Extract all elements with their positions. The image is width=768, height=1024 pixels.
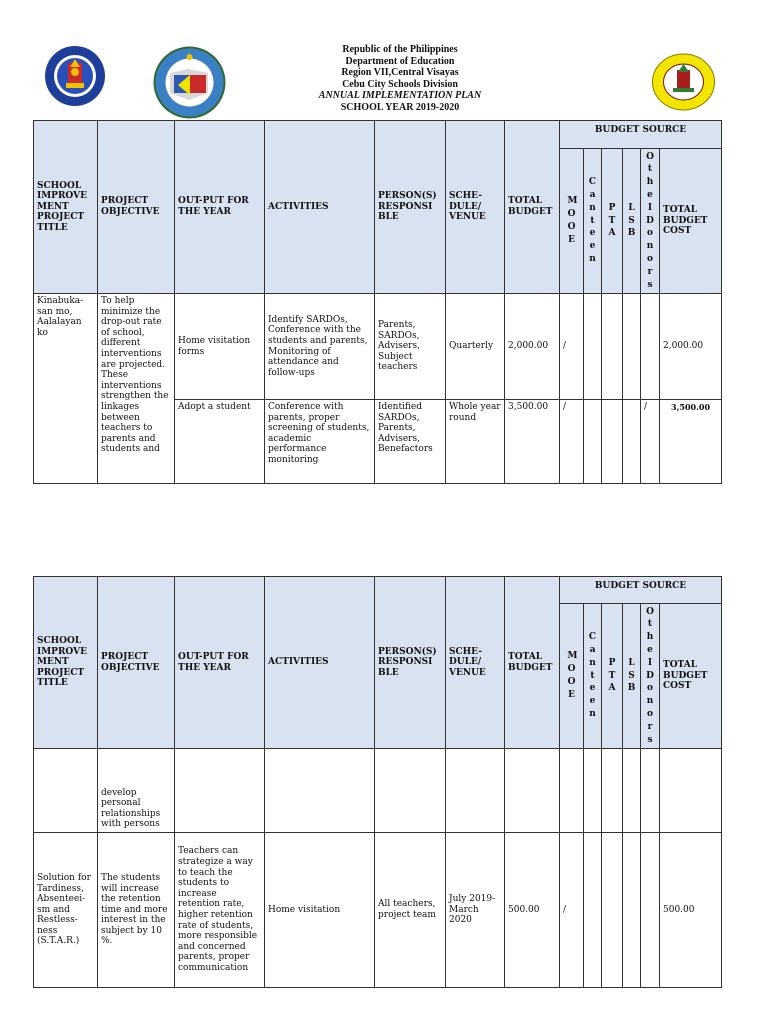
cell-pta (602, 294, 623, 400)
header-division: Cebu City Schools Division (342, 78, 458, 90)
cell-activities: Identify SARDOs, Conference with the students and parents, Monitoring of attendance and follow-ups (265, 294, 375, 400)
cell-other-donors (641, 833, 660, 988)
col-header-pta: PTA (602, 604, 623, 749)
col-header-project-title: SCHOOL IMPROVE MENT PROJECT TITLE (34, 577, 98, 749)
cell-project-objective: develop personal relationships with persons (98, 749, 175, 833)
header-region: Region VII,Central Visayas (341, 67, 459, 79)
col-header-schedule-venue: SCHE- DULE/ VENUE (446, 121, 505, 294)
cell-total-budget-cost: 2,000.00 (660, 294, 722, 400)
cell-canteen (584, 833, 602, 988)
cell-other-donors: / (641, 400, 660, 484)
col-header-total-budget: TOTAL BUDGET (505, 577, 560, 749)
col-header-output: OUT-PUT FOR THE YEAR (175, 121, 265, 294)
cell-schedule: Quarterly (446, 294, 505, 400)
col-header-project-objective: PROJECT OBJECTIVE (98, 121, 175, 294)
col-header-mooe: MOOE (560, 149, 584, 294)
document-header (230, 44, 570, 114)
cell-total-budget-cost: 3,500.00 (660, 400, 722, 484)
cebu-division-logo (152, 45, 227, 120)
cell-lsb (623, 294, 641, 400)
cell-persons (375, 749, 446, 833)
implementation-plan-table-2 (33, 576, 722, 988)
col-header-total-budget: TOTAL BUDGET (505, 121, 560, 294)
cell-output: Teachers can strategize a way to teach the students to increase retention rate, higher retention rate of students, more responsible and concerned parents, proper communication (175, 833, 265, 988)
cell-mooe: / (560, 400, 584, 484)
header-school-year: SCHOOL YEAR 2019-2020 (340, 101, 460, 113)
cell-project-title: Solution for Tardiness, Absenteei-sm and Restless-ness (S.T.A.R.) (34, 833, 98, 988)
cell-pta (602, 833, 623, 988)
cell-lsb (623, 749, 641, 833)
cell-canteen (584, 294, 602, 400)
cell-pta (602, 400, 623, 484)
cell-mooe: / (560, 294, 584, 400)
cell-lsb (623, 400, 641, 484)
col-header-total-budget-cost: TOTAL BUDGET COST (660, 149, 722, 294)
cell-activities (265, 749, 375, 833)
cell-pta (602, 749, 623, 833)
cell-persons: All teachers, project team (375, 833, 446, 988)
cell-project-title (34, 749, 98, 833)
col-header-project-objective: PROJECT OBJECTIVE (98, 577, 175, 749)
col-header-canteen: Canteen (584, 604, 602, 749)
cell-other-donors (641, 294, 660, 400)
col-header-schedule-venue: SCHE- DULE/ VENUE (446, 577, 505, 749)
col-header-lsb: LSB (623, 149, 641, 294)
col-header-budget-source: BUDGET SOURCE (560, 121, 722, 149)
col-header-activities: ACTIVITIES (265, 121, 375, 294)
cell-output: Home visitation forms (175, 294, 265, 400)
cell-output: Adopt a student (175, 400, 265, 484)
cell-activities: Conference with parents, proper screening of students, academic performance monitoring (265, 400, 375, 484)
cell-project-objective: The students will increase the retention time and more interest in the subject by 10 %. (98, 833, 175, 988)
cell-activities: Home visitation (265, 833, 375, 988)
cell-lsb (623, 833, 641, 988)
deped-seal-logo (44, 45, 106, 107)
col-header-canteen: Canteen (584, 149, 602, 294)
cell-persons: Identified SARDOs, Parents, Advisers, Benefactors (375, 400, 446, 484)
col-header-persons-responsible: PERSON(S) RESPONSI BLE (375, 121, 446, 294)
implementation-plan-table-1 (33, 120, 722, 484)
cell-persons: Parents, SARDOs, Advisers, Subject teachers (375, 294, 446, 400)
cell-total-budget-cost (660, 749, 722, 833)
col-header-project-title: SCHOOL IMPROVE MENT PROJECT TITLE (34, 121, 98, 294)
header-department: Department of Education (345, 55, 455, 67)
cell-schedule: Whole year round (446, 400, 505, 484)
col-header-other-donors: OtheIDonors (641, 149, 660, 294)
header-plan-title: ANNUAL IMPLEMENTATION PLAN (318, 90, 482, 102)
cell-total-budget-cost: 500.00 (660, 833, 722, 988)
cell-mooe: / (560, 833, 584, 988)
cell-other-donors (641, 749, 660, 833)
col-header-other-donors: OtheIDonors (641, 604, 660, 749)
school-seal-logo (651, 52, 716, 112)
cell-total-budget: 500.00 (505, 833, 560, 988)
col-header-mooe: MOOE (560, 604, 584, 749)
col-header-pta: PTA (602, 149, 623, 294)
cell-canteen (584, 749, 602, 833)
cell-project-objective: To help minimize the drop-out rate of school, different interventions are projected. These interventions strengthen the linkages between teachers to parents and students and (98, 294, 175, 484)
cell-canteen (584, 400, 602, 484)
header-republic: Republic of the Philippines (342, 44, 458, 55)
cell-mooe (560, 749, 584, 833)
cell-schedule: July 2019- March 2020 (446, 833, 505, 988)
cell-project-title: Kinabuka-san mo, Aalalayan ko (34, 294, 98, 484)
col-header-budget-source: BUDGET SOURCE (560, 577, 722, 604)
cell-total-budget: 2,000.00 (505, 294, 560, 400)
cell-schedule (446, 749, 505, 833)
cell-total-budget (505, 749, 560, 833)
col-header-activities: ACTIVITIES (265, 577, 375, 749)
col-header-persons-responsible: PERSON(S) RESPONSI BLE (375, 577, 446, 749)
col-header-total-budget-cost: TOTAL BUDGET COST (660, 604, 722, 749)
cell-total-budget: 3,500.00 (505, 400, 560, 484)
col-header-lsb: LSB (623, 604, 641, 749)
col-header-output: OUT-PUT FOR THE YEAR (175, 577, 265, 749)
cell-output (175, 749, 265, 833)
